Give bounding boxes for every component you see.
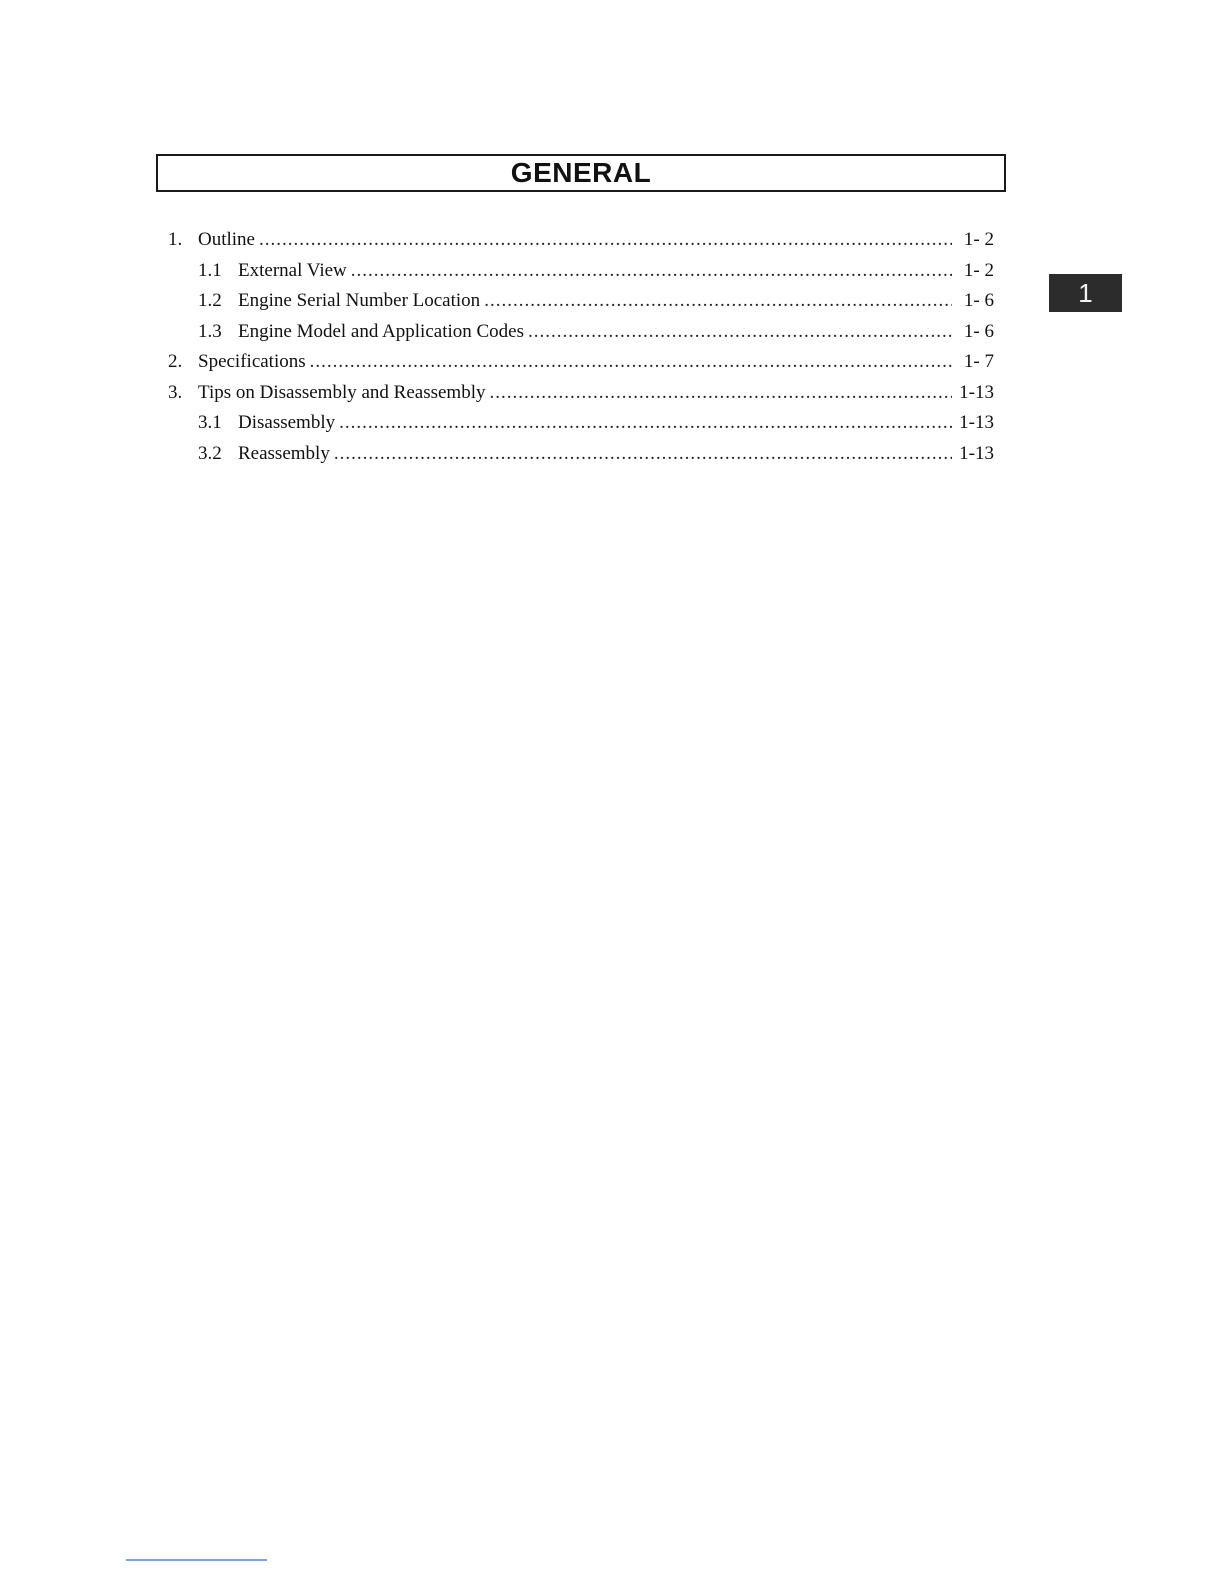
toc-entry-number: 3.2 bbox=[198, 442, 222, 464]
toc-entry-engine-model-application-codes[interactable] bbox=[168, 321, 994, 352]
toc-entry-title: External View bbox=[238, 259, 347, 281]
toc-entry-number: 2. bbox=[168, 351, 183, 372]
bottom-divider bbox=[126, 1559, 267, 1561]
toc-entry-page: 1- 2 bbox=[963, 259, 994, 281]
toc-entry-disassembly[interactable] bbox=[168, 412, 994, 443]
toc-entry-number: 1.2 bbox=[198, 290, 222, 311]
dot-leader bbox=[259, 229, 952, 251]
chapter-title: GENERAL bbox=[510, 157, 652, 188]
toc-entry-number: 3.1 bbox=[198, 412, 222, 433]
toc-entry-page: 1-13 bbox=[959, 442, 994, 464]
toc-entry-engine-serial-number-location[interactable] bbox=[168, 290, 994, 321]
toc-entry-page: 1- 2 bbox=[963, 229, 994, 250]
toc-entry-number: 1.1 bbox=[198, 259, 222, 281]
toc-entry-number: 3. bbox=[168, 381, 183, 403]
toc-entry-title: Engine Model and Application Codes bbox=[238, 320, 525, 342]
section-tab-marker bbox=[1049, 274, 1122, 312]
toc-entry-tips-disassembly-reassembly[interactable] bbox=[168, 382, 994, 413]
toc-entry-external-view[interactable] bbox=[168, 260, 994, 291]
toc-entry-number: 1.3 bbox=[198, 320, 222, 342]
toc-entry-page: 1-13 bbox=[959, 412, 994, 433]
toc-entry-title: Tips on Disassembly and Reassembly bbox=[198, 381, 486, 403]
toc-entry-page: 1- 6 bbox=[963, 290, 994, 311]
toc-entry-title: Outline bbox=[198, 229, 255, 250]
toc-entry-number: 1. bbox=[168, 229, 183, 250]
toc-entry-page: 1-13 bbox=[959, 381, 994, 403]
section-tab-label: 1 bbox=[1078, 277, 1093, 308]
table-of-contents bbox=[168, 229, 994, 473]
dot-leader bbox=[334, 443, 952, 465]
dot-leader bbox=[528, 321, 952, 343]
toc-entry-reassembly[interactable] bbox=[168, 443, 994, 474]
toc-entry-title: Engine Serial Number Location bbox=[238, 290, 481, 311]
dot-leader bbox=[310, 351, 952, 373]
toc-entry-title: Reassembly bbox=[238, 442, 330, 464]
dot-leader bbox=[489, 382, 952, 404]
toc-entry-page: 1- 7 bbox=[963, 351, 994, 372]
dot-leader bbox=[339, 412, 952, 434]
dot-leader bbox=[351, 260, 952, 282]
toc-entry-specifications[interactable] bbox=[168, 351, 994, 382]
toc-entry-page: 1- 6 bbox=[963, 320, 994, 342]
toc-entry-outline[interactable] bbox=[168, 229, 994, 260]
toc-entry-title: Disassembly bbox=[238, 412, 336, 433]
dot-leader bbox=[484, 290, 952, 312]
chapter-title-box bbox=[156, 154, 1006, 192]
toc-entry-title: Specifications bbox=[198, 351, 306, 372]
